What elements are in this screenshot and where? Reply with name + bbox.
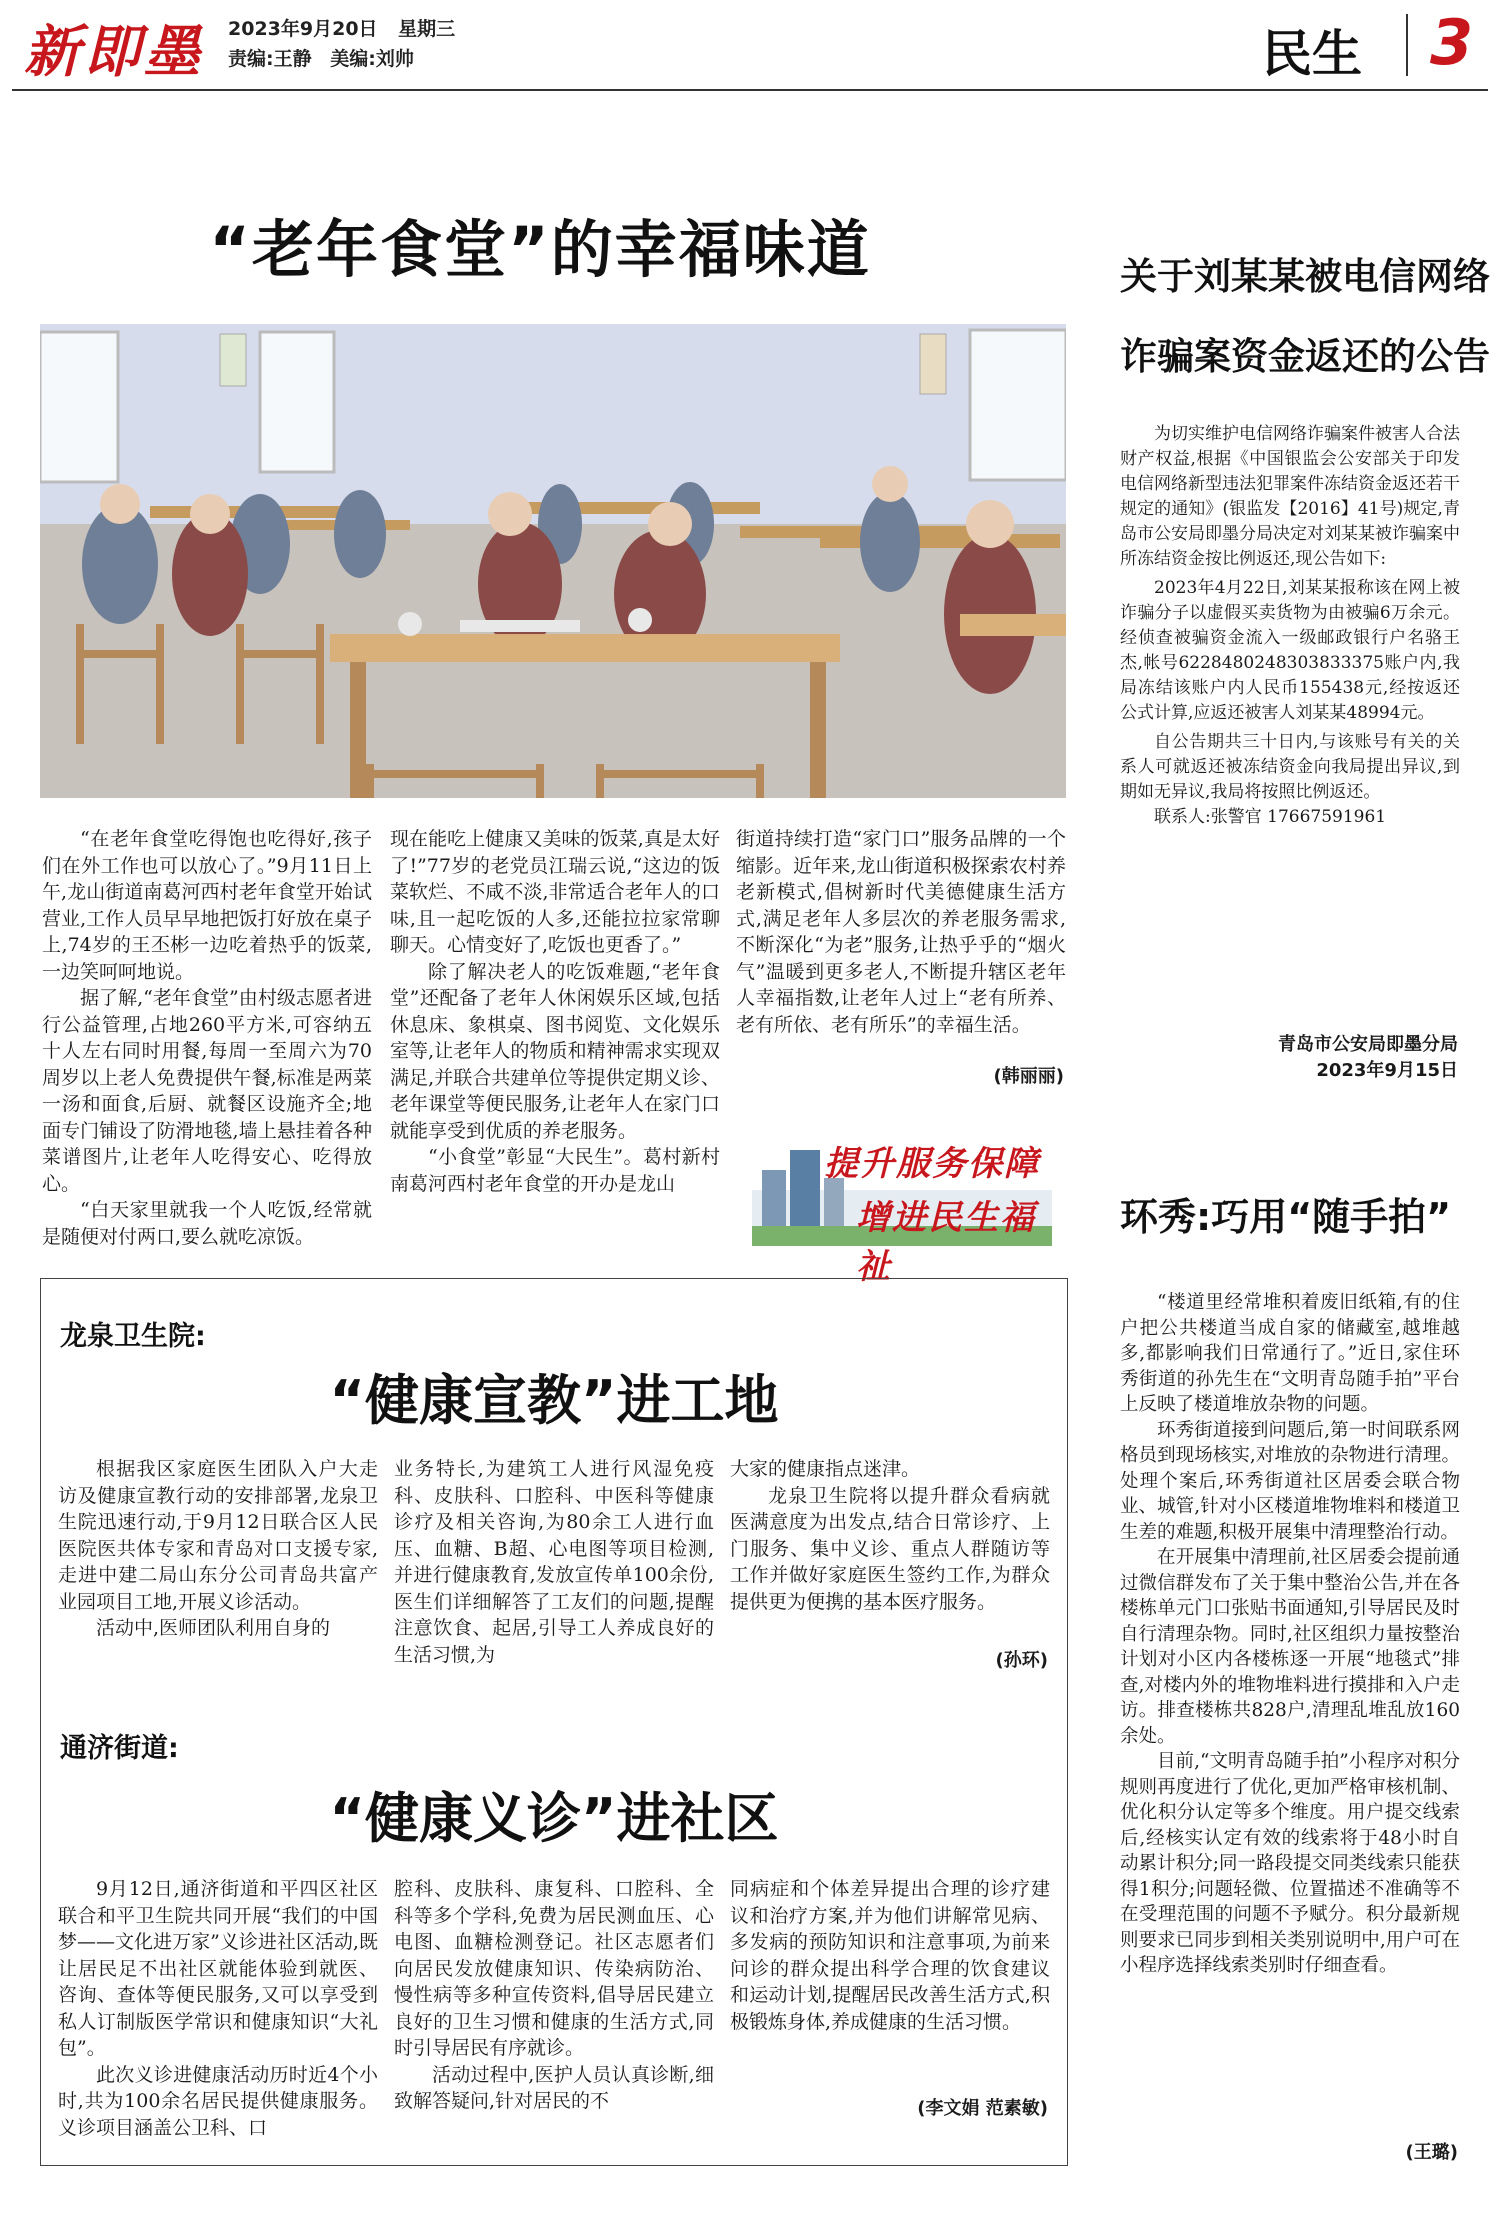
promo-line1: 提升服务保障 bbox=[824, 1144, 1040, 1184]
tongji-byline: (李文娟 范素敏) bbox=[917, 2098, 1048, 2119]
longquan-col3: 大家的健康指点迷津。 龙泉卫生院将以提升群众看病就医满意度为出发点,结合日常诊疗、上门服务、集中义诊、重点人群随访等工作并做好家庭医生签约工作,为群众提供更为便携的基本医疗服务。 bbox=[730, 1458, 1050, 1613]
section-name: 民生 bbox=[1262, 25, 1362, 83]
notice-title-line1: 关于刘某某被电信网络 bbox=[1120, 255, 1490, 298]
issue-weekday: 星期三 bbox=[398, 18, 456, 40]
notice-date: 2023年9月15日 bbox=[1316, 1060, 1458, 1081]
main-article-col3: 街道持续打造“家门口”服务品牌的一个缩影。近年来,龙山街道积极探索农村养老新模式,倡树新时代美德健康生活方式,满足老年人多层次的养老服务需求,不断深化“为老”服务,让热乎乎的“烟火气”温暖到更多老人,不断提升辖区老年人幸福指数,让老年人过上“老有所养、老有所依、老有所乐”的幸福生活。 bbox=[736, 828, 1066, 1036]
huanxiu-byline: (王璐) bbox=[1405, 2142, 1458, 2163]
newspaper-logo: 新即墨 bbox=[24, 19, 204, 85]
masthead-rule bbox=[12, 89, 1488, 91]
canteen-photo bbox=[40, 324, 1066, 798]
page-number: 3 bbox=[1430, 6, 1474, 79]
issue-date: 2023年9月20日 bbox=[228, 18, 378, 40]
section-divider bbox=[1406, 14, 1408, 76]
tongji-kicker: 通济街道: bbox=[60, 1733, 179, 1764]
editor-credit: 责编:王静 bbox=[228, 48, 312, 70]
notice-org: 青岛市公安局即墨分局 bbox=[1278, 1034, 1458, 1055]
tongji-col2: 腔科、皮肤科、康复科、口腔科、全科等多个学科,免费为居民测血压、心电图、血糖检测登记。社区志愿者们向居民发放健康知识、传染病防治、慢性病等多种宣传资料,倡导居民建立良好的卫生习惯和健康的生活方式,同时引导居民有序就诊。 活动过程中,医护人员认真诊断,细致解答疑问,针对居民的不 bbox=[394, 1878, 714, 2112]
notice-contact: 联系人:张警官 17667591961 bbox=[1154, 807, 1387, 827]
tongji-headline: “健康义诊”进社区 bbox=[329, 1787, 779, 1850]
notice-body: 为切实维护电信网络诈骗案件被害人合法财产权益,根据《中国银监会公安部关于印发电信网络新型违法犯罪案件冻结资金返还若干规定的通知》(银监发【2016】41号)规定,青岛市公安局即墨分局决定对刘某某被诈骗案中所冻结资金按比例返还,现公告如下: 2023年4月22日,刘某某报称该在网上被诈骗分子以虚假买卖货物为由被骗6万余元。经侦查被骗资金流入一级邮政银行户名骆王杰,帐号6228480248303833375账户内,我局冻结该账户内人民币155438元,经按返还公式计算,应返还被害人刘某某48994元。 自公告期共三十日内,与该账号有关的关系人可就返还被冻结资金向我局提出异议,到期如无异议,我局将按照比例返还。 联系人:张警官 17667591961 bbox=[1120, 422, 1460, 942]
tongji-col3: 同病症和个体差异提出合理的诊疗建议和治疗方案,并为他们讲解常见病、多发病的预防知识和注意事项,为前来问诊的群众提出科学合理的饮食建议和运动计划,提醒居民改善生活方式,积极锻炼身体,养成健康的生活习惯。 bbox=[730, 1878, 1050, 2033]
longquan-headline: “健康宣教”进工地 bbox=[329, 1369, 779, 1432]
longquan-col2: 业务特长,为建筑工人进行风湿免疫科、皮肤科、口腔科、中医科等健康诊疗及相关咨询,为80余工人进行血压、血糖、B超、心电图等项目检测,并进行健康教育,发放宣传单100余份,医生们详细解答了工友们的问题,提醒注意饮食、起居,引导工人养成良好的生活习惯,为 bbox=[394, 1458, 714, 1666]
longquan-col1: 根据我区家庭医生团队入户大走访及健康宣教行动的安排部署,龙泉卫生院迅速行动,于9月12日联合区人民医院医共体专家和青岛对口支援专家,走进中建二局山东分公司青岛共富产业园项目工地,开展义诊活动。 活动中,医师团队利用自身的 bbox=[58, 1458, 378, 1639]
main-article-byline: (韩丽丽) bbox=[993, 1066, 1064, 1087]
longquan-kicker: 龙泉卫生院: bbox=[60, 1321, 206, 1352]
huanxiu-body: “楼道里经常堆积着废旧纸箱,有的住户把公共楼道当成自家的储藏室,越堆越多,都影响我们日常通行了。”近日,家住环秀街道的孙先生在“文明青岛随手拍”平台上反映了楼道堆放杂物的问题。 环秀街道接到问题后,第一时间联系网格员到现场核实,对堆放的杂物进行清理。处理个案后,环秀街道社区居委会联合物业、城管,针对小区楼道堆物堆料和楼道卫生差的难题,积极开展集中清理整治行动。 在开展集中清理前,社区居委会提前通过微信群发布了关于集中整治公告,并在各楼栋单元门口张贴书面通知,引导居民及时自行清理杂物。同时,社区组织力量按整治计划对小区内各楼栋逐一开展“地毯式”排查,对楼内外的堆物堆料进行摸排和入户走访。排查楼栋共828户,清理乱堆乱放160余处。 目前,“文明青岛随手拍”小程序对积分规则再度进行了优化,更加严格审核机制、优化积分认定等多个维度。用户提交线索后,经核实认定有效的线索将于48小时自动累计积分;同一路段提交同类线索只能获得1积分;问题轻微、位置描述不准确等不在受理范围的问题不予赋分。积分最新规则要求已同步到相关类别说明中,用户可在小程序选择线索类别时仔细查看。 bbox=[1120, 1292, 1460, 1976]
longquan-byline: (孙环) bbox=[995, 1650, 1048, 1671]
notice-title-line2: 诈骗案资金返还的公告 bbox=[1120, 335, 1490, 378]
tongji-col1: 9月12日,通济街道和平四区社区联合和平卫生院共同开展“我们的中国梦——文化进万家”义诊进社区活动,既让居民足不出社区就能体验到就医、咨询、查体等便民服务,又可以享受到私人订制版医学常识和健康知识“大礼包”。 此次义诊进健康活动历时近4个小时,共为100余名居民提供健康服务。义诊项目涵盖公卫科、口 bbox=[58, 1878, 378, 2139]
main-article-col1: “在老年食堂吃得饱也吃得好,孩子们在外工作也可以放心了。”9月11日上午,龙山街道南葛河西村老年食堂开始试营业,工作人员早早地把饭打好放在桌子上,74岁的王丕彬一边吃着热乎的饭菜,一边笑呵呵地说。 据了解,“老年食堂”由村级志愿者进行公益管理,占地260平方米,可容纳五十人左右同时用餐,每周一至周六为70周岁以上老人免费提供午餐,标准是两菜一汤和面食,后厨、就餐区设施齐全;地面专门铺设了防滑地毯,墙上悬挂着各种菜谱图片,让老年人吃得安心、吃得放心。 “白天家里就我一个人吃饭,经常就是随便对付两口,要么就吃凉饭。 bbox=[42, 828, 372, 1246]
designer-credit: 美编:刘帅 bbox=[330, 48, 414, 70]
promo-banner bbox=[752, 1130, 1052, 1287]
main-article-col2: 现在能吃上健康又美味的饭菜,真是太好了!”77岁的老党员江瑞云说,“这边的饭菜软烂、不咸不淡,非常适合老年人的口味,且一起吃饭的人多,还能拉拉家常聊聊天。心情变好了,吃饭也更香了。” 除了解决老人的吃饭难题,“老年食堂”还配备了老年人休闲娱乐区域,包括休息床、象棋桌、图书阅览、文化娱乐室等,让老年人的物质和精神需求实现双满足,并联合共建单位等提供定期义诊、老年课堂等便民服务,让老年人在家门口就能享受到优质的养老服务。 “小食堂”彰显“大民生”。葛村新村南葛河西村老年食堂的开办是龙山 bbox=[390, 828, 720, 1195]
masthead bbox=[0, 0, 1500, 92]
huanxiu-headline: 环秀:巧用“随手拍” bbox=[1120, 1195, 1452, 1239]
promo-line2: 增进民生福祉 bbox=[856, 1198, 1036, 1287]
main-headline: “老年食堂”的幸福味道 bbox=[209, 213, 871, 286]
